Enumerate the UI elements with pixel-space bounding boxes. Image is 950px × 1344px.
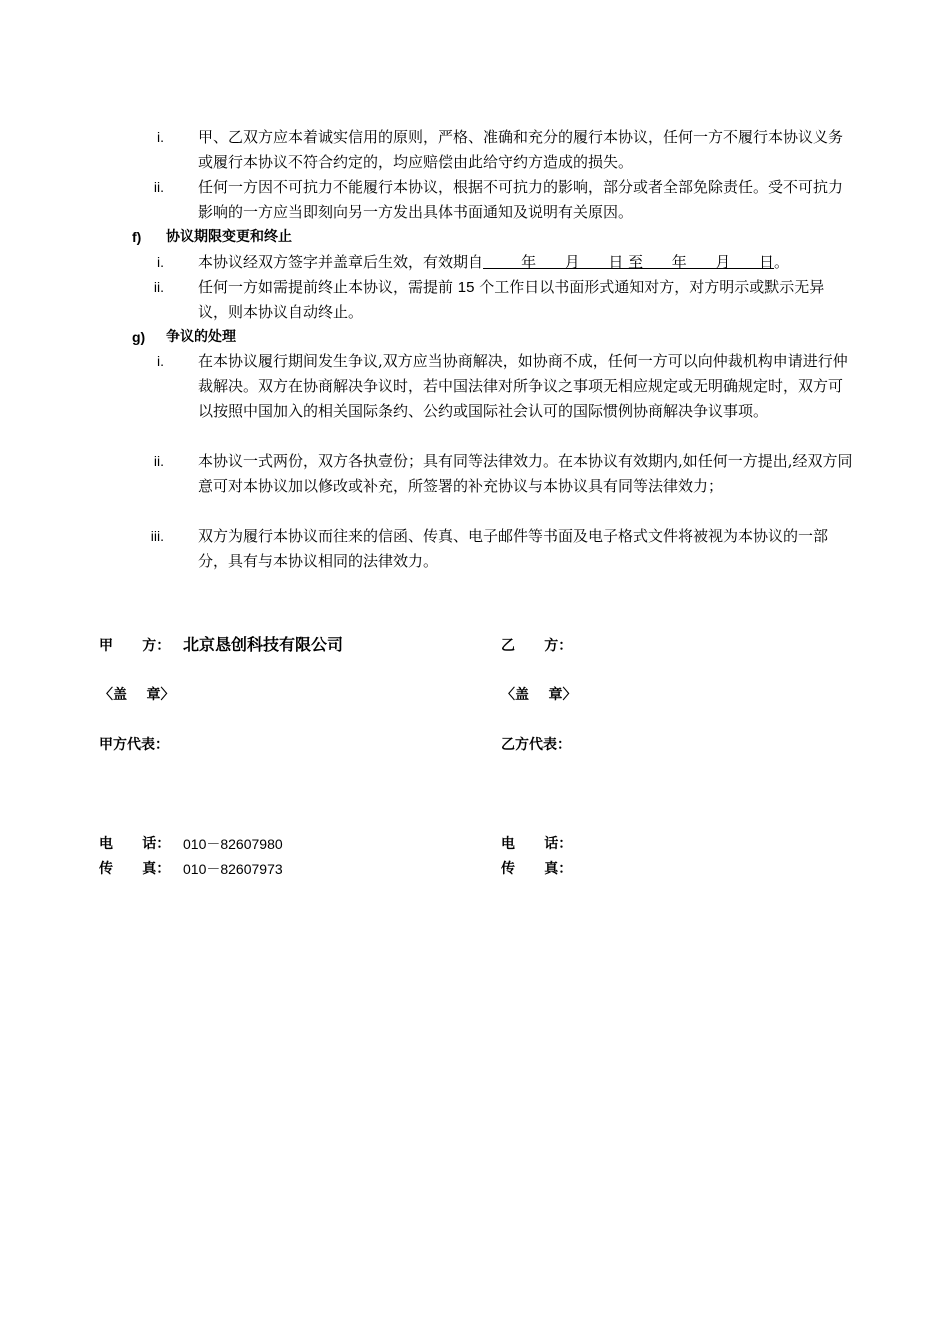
term-clause [198, 250, 854, 275]
party-a-phone: 010－82607980 [183, 836, 283, 852]
item-number: ii. [153, 179, 164, 195]
item-number: i. [157, 353, 164, 369]
party-b-phone-label: 电 话： [501, 836, 573, 852]
party-a-fax-label: 传 真： [99, 861, 171, 877]
term-clause-prefix: 本协议经双方签字并盖章后生效，有效期自 [198, 253, 484, 271]
termination-clause [198, 275, 854, 325]
party-a-representative: 甲方代表： [99, 737, 169, 753]
section-label-f: f) [132, 229, 142, 245]
item-number: ii. [153, 279, 164, 295]
section-title-g: 争议的处理 [166, 329, 236, 345]
party-a-name: 北京恳创科技有限公司 [183, 635, 344, 654]
party-b-seal: 〈盖 章〉 [501, 687, 577, 703]
notice-days: 15 [457, 279, 475, 296]
validity-date-range: 年 月 日 至 年 月 日 [483, 253, 774, 271]
item-number: iii. [150, 528, 164, 544]
term-clause-suffix: 。 [773, 253, 789, 271]
termination-clause-b: 个工作日以书面形式通知对方，对方明示或默示无异议，则本协议自动终止。 [198, 278, 825, 321]
party-a-seal: 〈盖 章〉 [99, 687, 175, 703]
clause-text: 在本协议履行期间发生争议,双方应当协商解决，如协商不成，任何一方可以向仲裁机构申请进行仲裁解决。双方在协商解决争议时，若中国法律对所争议之事项无相应规定或无明确规定时，双方可以按照中国加入的相关国际条约、公约或国际社会认可的国际惯例协商解决争议事项。 [198, 352, 848, 420]
party-b-label: 乙 方： [501, 638, 573, 654]
item-number: ii. [153, 453, 164, 469]
clause-text: 任何一方因不可抗力不能履行本协议，根据不可抗力的影响，部分或者全部免除责任。受不可抗力影响的一方应当即刻向另一方发出具体书面通知及说明有关原因。 [198, 178, 844, 221]
party-b-representative: 乙方代表： [501, 737, 571, 753]
clause-text: 本协议一式两份，双方各执壹份；具有同等法律效力。在本协议有效期内,如任何一方提出,经双方同意可对本协议加以修改或补充，所签署的补充协议与本协议具有同等法律效力； [198, 452, 853, 495]
party-a-fax: 010－82607973 [183, 861, 283, 877]
section-label-g: g) [132, 329, 146, 345]
party-a-phone-label: 电 话： [99, 836, 171, 852]
termination-clause-a: 任何一方如需提前终止本协议，需提前 [198, 278, 458, 296]
item-number: i. [157, 129, 164, 145]
section-title-f: 协议期限变更和终止 [166, 229, 292, 245]
clause-text: 双方为履行本协议而往来的信函、传真、电子邮件等书面及电子格式文件将被视为本协议的一部分，具有与本协议相同的法律效力。 [198, 527, 829, 570]
party-a-label: 甲 方： [99, 638, 171, 654]
clause-text: 甲、乙双方应本着诚实信用的原则，严格、准确和充分的履行本协议，任何一方不履行本协议义务或履行本协议不符合约定的，均应赔偿由此给守约方造成的损失。 [198, 128, 844, 171]
party-b-fax-label: 传 真： [501, 861, 573, 877]
item-number: i. [157, 254, 164, 270]
